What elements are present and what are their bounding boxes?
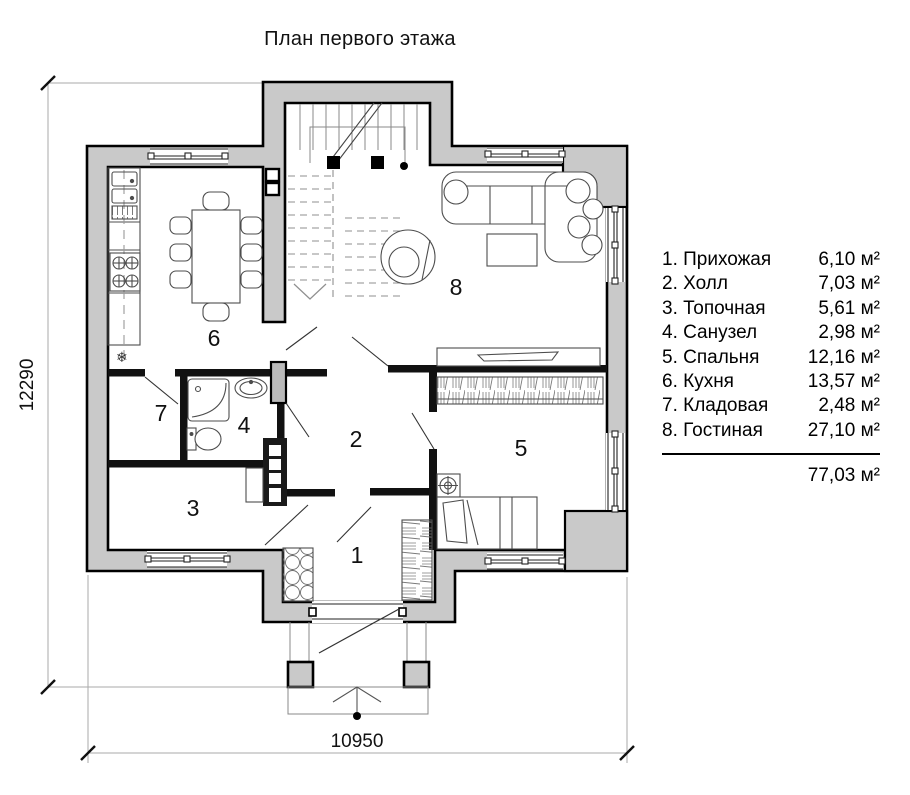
room-label-5: 5 [514,435,528,461]
tv-cabinet [437,348,600,366]
chair [241,217,262,234]
dining-table [192,210,240,303]
sofa-pillow [583,199,603,219]
stair-post-2 [371,156,384,169]
page-title: План первого этажа [264,28,456,50]
window-bedroom-bottom [485,553,565,569]
entry-bench [283,548,313,601]
nightstand [437,474,460,497]
room-label-3: 3 [186,495,200,521]
wardrobe-bedroom [437,377,603,404]
legend-row [662,370,880,394]
legend-room-area: 7,03 м² [818,273,880,295]
legend-room-area: 5,61 м² [818,297,880,319]
stair-arrow [294,284,326,299]
toilet [187,428,221,450]
legend-row [662,248,880,272]
bathroom-fixtures [187,378,267,450]
legend-room-name: 4. Санузел [662,322,758,344]
sofa-pillow [444,180,468,204]
legend-room-name: 7. Кладовая [662,395,769,417]
living-room-furniture [381,172,603,366]
legend-room-area: 12,16 м² [807,346,880,368]
legend-row [662,419,880,443]
kitchen-stove [110,253,140,291]
legend-row [662,297,880,321]
kitchen-sink [112,172,137,219]
bath-sink [235,378,267,398]
window-living-right [606,206,625,284]
axis-dot-stairs [400,162,408,170]
legend-row [662,272,880,296]
legend-room-area: 6,10 м² [818,249,880,270]
sofa-pillow [566,179,590,203]
legend-room-area: 27,10 м² [807,419,880,441]
legend-room-name: 3. Топочная [662,297,766,319]
stair-post-1 [327,156,340,169]
entry-closet [402,520,432,600]
room-label-1: 1 [350,542,364,568]
window-bedroom-right [606,431,625,512]
legend-room-area: 2,98 м² [818,322,880,344]
sofa-pillow [582,235,602,255]
boiler-unit [246,468,263,502]
corner-pilaster-bottom-right [565,511,627,571]
kitchen-furniture [108,168,140,362]
room-label-4: 4 [237,412,251,438]
legend-room-name: 6. Кухня [662,371,734,393]
porch-column-left [288,662,313,687]
kitchen-counter [108,168,140,345]
legend-room-name: 1. Прихожая [662,249,772,270]
armchair [381,230,435,284]
chair [241,271,262,288]
sofa-pillow [568,216,590,238]
room-label-7: 7 [154,400,168,426]
chair [203,303,229,321]
dim-height-label: 12290 [17,358,38,412]
legend-room-name: 5. Спальня [662,346,760,368]
legend-room-name: 8. Гостиная [662,419,763,441]
porch-steps [288,687,428,714]
vent-shaft [263,438,287,506]
window-kitchen-top [148,148,228,165]
fridge-icon: ❄ [116,349,128,365]
porch [288,622,429,720]
axis-dot-porch [353,712,361,720]
dim-width-label: 10950 [330,731,384,752]
porch-column-right [404,662,429,687]
door-frame-block [271,362,286,403]
legend-total-area: 77,03 м² [807,465,880,487]
chair [170,244,191,261]
room-label-2: 2 [349,426,363,452]
window-boiler-bottom [145,551,230,567]
entrance-door [309,601,406,653]
room-label-6: 6 [207,325,221,351]
legend-separator [662,453,880,455]
chair [203,192,229,210]
window-living-top [485,147,565,163]
bed-pillow [443,500,467,543]
legend-room-area: 2,48 м² [818,395,880,417]
chair [170,217,191,234]
coffee-table [487,234,537,266]
room-label-8: 8 [449,274,463,300]
legend-row [662,346,880,370]
bed [437,497,537,549]
room-legend [662,248,880,489]
chair [170,271,191,288]
chair [241,244,262,261]
shower [188,379,229,421]
legend-room-area: 13,57 м² [807,371,880,393]
legend-room-name: 2. Холл [662,273,728,295]
dining-set [170,192,262,321]
vent-squares-stair-wall [266,169,279,195]
legend-row [662,321,880,345]
legend-row [662,394,880,418]
